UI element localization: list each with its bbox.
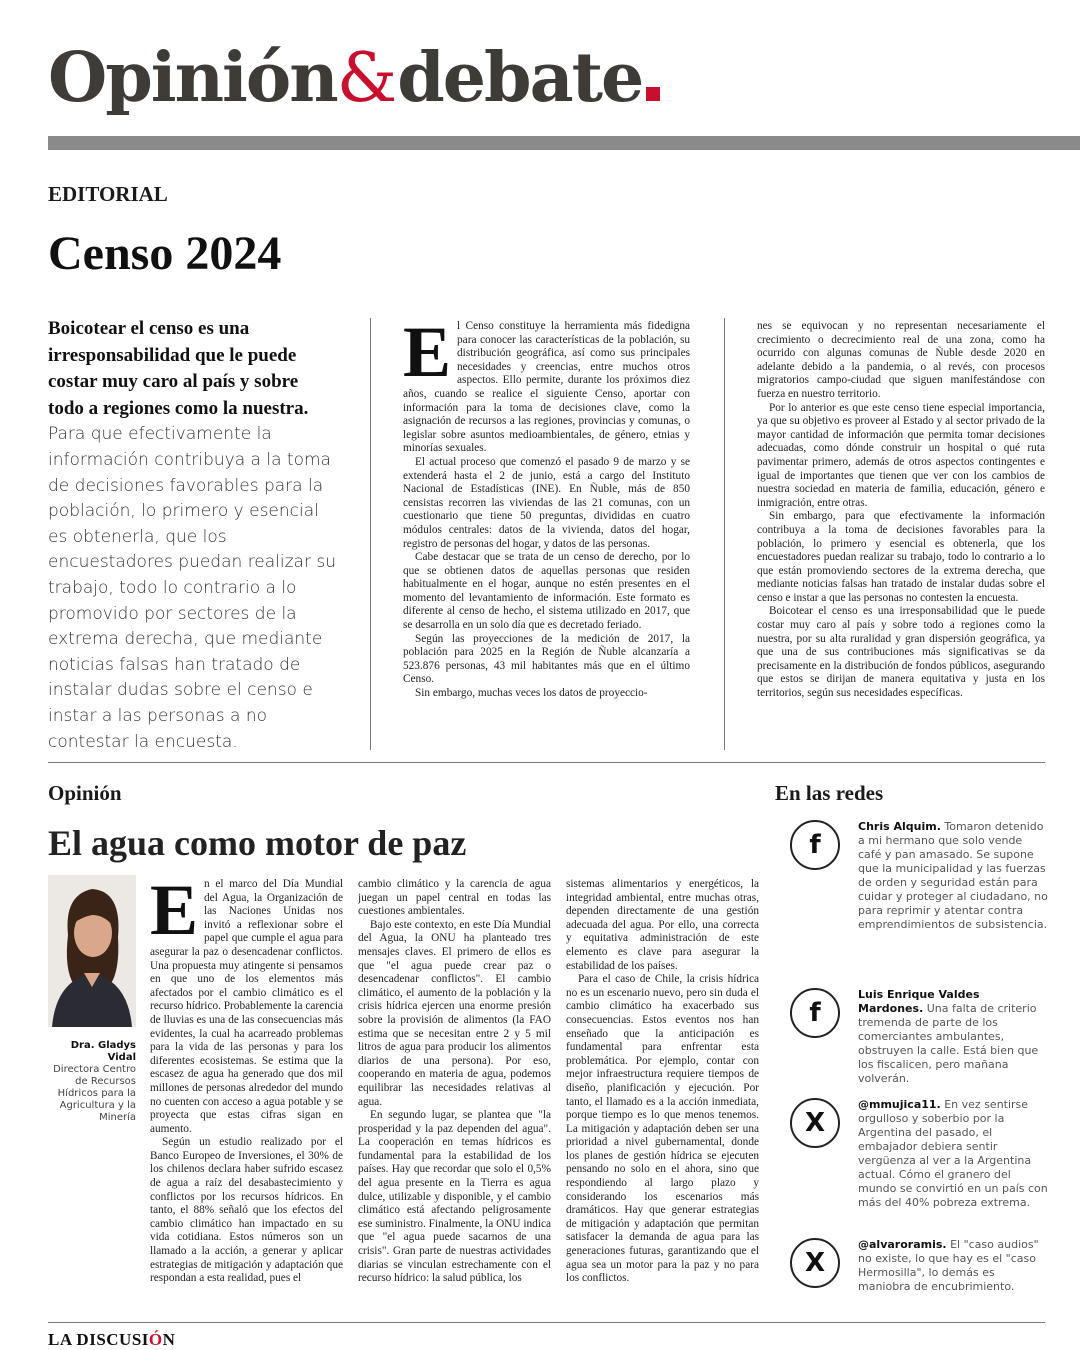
opinion-section-label: Opinión bbox=[48, 781, 122, 805]
author-name: Dra. Gladys Vidal bbox=[70, 1040, 136, 1063]
editorial-section-label: EDITORIAL bbox=[48, 182, 168, 206]
social-post-text bbox=[858, 1098, 1048, 1210]
facebook-icon: f bbox=[790, 820, 840, 870]
masthead-opinion: Opinión bbox=[48, 38, 337, 118]
editorial-paragraph: Boicotear el censo es una irresponsabilidad que le puede costar muy caro al país y sobre todo a regiones como la nuestra, por su alta ruralidad y gran dispersión geográfica, ya que una de sus contribuciones más significativas se da precisamente en la distribución de fondos públicos, asegurando que estos se dirijan de manera equitativa y justa en los territorios, según sus necesidades específicas. bbox=[757, 605, 1045, 700]
editorial-paragraph: nes se equivocan y no representan necesariamente el crecimiento o decrecimiento real de una zona, como ha ocurrido con algunas comunas de Ñuble desde 2020 en adelante debido a la pandemia, o al revés, con procesos migratorios campo-ciudad que siguen manifestándose con fuerza en nuestro territorio. bbox=[757, 320, 1045, 400]
opinion-title: El agua como motor de paz bbox=[48, 823, 467, 863]
opinion-column-1 bbox=[150, 878, 343, 1314]
footer-logo bbox=[48, 1330, 175, 1350]
opinion-paragraph: Según un estudio realizado por el Banco Europeo de Inversiones, el 30% de los chilenos declara haber sufrido escasez de agua a raíz del desabastecimiento y conflictos por los recursos hídricos. En tanto, el 88% señaló que los efectos del cambio climático han impactado en su vida cotidiana. Estos números son un llamado a la acción, a generar y aplicar estrategias de mitigación y adaptación que respondan a esta realidad, pues el bbox=[150, 1136, 343, 1285]
editorial-dropcap: E bbox=[403, 320, 452, 392]
opinion-paragraph: Para el caso de Chile, la crisis hídrica no es un escenario nuevo, pero sin duda el cambio climático ha exacerbado sus consecuencias. Estos eventos nos han enseñado que la anticipación es fundamental para enfrentar esta problemática. Por ejemplo, contar con mejor infraestructura requiere tiempos de diseño, planificación y ejecución. Por tanto, el llamado es a la acción inmediata, porque tiempo es lo que menos tenemos. La mitigación y adaptación deben ser una prioridad a nivel gubernamental, donde los planes de gestión hídrica se ejecuten pensando no solo en el ahora, sino que respondiendo al largo plazo y considerando los escenarios más dramáticos. Hay que generar estrategias de mitigación y adaptación que permitan satisfacer la demanda de agua para las generaciones futuras, garantizando que el agua sea un motor para la paz y no para los conflictos. bbox=[566, 973, 759, 1285]
author-caption bbox=[48, 1040, 136, 1124]
x-icon: X bbox=[790, 1238, 840, 1288]
social-post-text bbox=[858, 820, 1048, 932]
opinion-paragraph: sistemas alimentarios y energéticos, la integridad ambiental, entre muchas otras, dependen directamente de una gestión adecuada del agua. Por ello, una correcta y equitativa administración de este elemento es clave para asegurar la estabilidad de los países. bbox=[566, 878, 759, 972]
editorial-column-2 bbox=[757, 320, 1045, 752]
editorial-paragraph: Según las proyecciones de la medición de 2017, la población para 2025 en la Región de Ñuble alcanzaría a 523.876 personas, 43 mil habitantes más que en el último Censo. bbox=[403, 632, 690, 686]
footer-logo-part: N bbox=[162, 1330, 176, 1349]
masthead-ampersand: & bbox=[336, 39, 398, 118]
redes-section-label: En las redes bbox=[775, 781, 884, 805]
social-post-body: En vez sentirse orgulloso y soberbio por la Argentina del pasado, el embajador debiera sentir vergüenza al ver a la Argentina actual. Cómo el granero del mundo se convirtió en un país con más del 40% pobreza extrema. bbox=[858, 1098, 1048, 1209]
editorial-paragraph: Sin embargo, muchas veces los datos de proyeccio- bbox=[415, 687, 648, 700]
opinion-paragraph: n el marco del Día Mundial del Agua, la Organización de las Naciones Unidas nos invitó a reflexionar sobre el papel que cumple el agua para asegurar la paz o desencadenar conflictos. Una propuesta muy atingente si pensamos en que uno de los elementos más afectados por el cambio climático es el recurso hídrico. Probablemente la carencia de lluvias es una de las consecuencias más evidentes, la cual ha acarreado problemas para la vida de las personas y para los diferentes ecosistemas. Se estima que la escasez de agua ha generado que dos mil millones de personas alrededor del mundo no cuenten con acceso a agua potable y se proyecta que estas cifras sigan en aumento. bbox=[150, 878, 343, 1135]
editorial-paragraph: Sin embargo, para que efectivamente la información contribuya a la toma de decisiones favorables para la población, lo primero y esencial es obtenerla, que los encuestadores puedan realizar su trabajo, todo lo contrario a lo que están promoviendo sectores de la extrema derecha, que mediante noticias falsas han tratado de instalar dudas sobre el censo e instar a que las personas no contesten la encuesta. bbox=[757, 510, 1045, 604]
section-divider bbox=[48, 762, 1045, 763]
footer-logo-part: LA DISCUSI bbox=[48, 1330, 149, 1349]
social-post-body: El "caso audios" no existe, lo que hay es el "caso Hermosilla", lo demás es maniobra de encubrimiento. bbox=[858, 1238, 1039, 1293]
editorial-lead-bold: Boicotear el censo es una irresponsabilidad que le puede costar muy caro al país y sobre todo a regiones como la nuestra. bbox=[48, 318, 309, 419]
social-post-user: Chris Alquim. bbox=[858, 820, 941, 833]
author-role: Directora Centro de Recursos Hídricos para la Agricultura y la Minería bbox=[53, 1064, 136, 1123]
social-post-user: @alvaroramis. bbox=[858, 1238, 947, 1251]
social-post-text bbox=[858, 988, 1048, 1086]
editorial-paragraph: Por lo anterior es que este censo tiene especial importancia, ya que su objetivo es proveer al Estado y al sector privado de la mayor cantidad de información que permita tomar decisiones adecuadas, como dónde construir un hospital o qué ruta pavimentar primero, además de otros aspectos contingentes e igual de importantes que tienen que ver con los cambios de nuestra sociedad en materia de familia, educación, género e inmigración, entre otras. bbox=[757, 401, 1045, 509]
opinion-paragraph: Bajo este contexto, en este Día Mundial del Agua, la ONU ha planteado tres mensajes claves. El primero de ellos es que "el agua puede crear paz o desencadenar conflictos". El cambio climático, el aumento de la población y la crisis hídrica ejercen una enorme presión sobre la provisión de alimentos (la FAO estima que se necesitan entre 2 y 5 mil litros de agua para producir los alimentos diarios de una persona). Por eso, cooperando en materia de agua, podemos equilibrar las necesidades relativas al agua. bbox=[358, 918, 551, 1108]
opinion-paragraph: En segundo lugar, se plantea que "la prosperidad y la paz dependen del agua". La cooperación en temas hídricos es fundamental para la estabilidad de los países. Hay que recordar que solo el 0,5% del agua presente en la Tierra es agua dulce, utilizable y disponible, y el cambio climático está afectando peligrosamente ese suministro. Finalmente, la ONU indica que "el agua puede sacarnos de una crisis". Gran parte de nuestras actividades diarias se vinculan estrechamente con el recurso hídrico: la salud pública, los bbox=[358, 1109, 551, 1285]
x-icon: X bbox=[790, 1098, 840, 1148]
editorial-paragraph: El actual proceso que comenzó el pasado 9 de marzo y se extenderá hasta el 2 de junio, está a cargo del Instituto Nacional de Estadísticas (INE). En Ñuble, más de 850 censistas recorren las viviendas de las 21 comunas, con un cuestionario que tiene 50 preguntas, divididas en cuatro módulos centrales: datos de la vivienda, datos del hogar, registro de personas del hogar, y datos de las personas. bbox=[403, 455, 690, 550]
footer-divider bbox=[48, 1322, 1045, 1323]
masthead-divider-bar bbox=[48, 136, 1080, 150]
social-post-user: Luis Enrique Valdes Mardones. bbox=[858, 988, 980, 1015]
author-photo bbox=[48, 875, 136, 1027]
social-post-body: Una falta de criterio tremenda de parte de los comerciantes ambulantes, obstruyen la calle. Está bien que los fiscalicen, pero mañana volverán. bbox=[858, 1002, 1039, 1085]
facebook-icon: f bbox=[790, 988, 840, 1038]
social-post-user: @mmujica11. bbox=[858, 1098, 941, 1111]
editorial-column-1 bbox=[403, 320, 690, 752]
opinion-column-2 bbox=[358, 878, 551, 1314]
social-post-text bbox=[858, 1238, 1048, 1294]
editorial-title: Censo 2024 bbox=[48, 227, 282, 280]
opinion-column-3 bbox=[566, 878, 759, 1314]
editorial-lead-text: Para que efectivamente la información contribuya a la toma de decisiones favorables para la población, lo primero y esencial es obtenerla, que los encuestadores puedan realizar su trabajo, todo lo contrario a lo promovido por sectores de la extrema derecha, que mediante noticias falsas han tratado de instalar dudas sobre el censo e instar a las personas a no contestar la encuesta. bbox=[48, 424, 336, 752]
social-post-body: Tomaron detenido a mi hermano que solo vende café y pan amasado. Se supone que la municipalidad y las fuerzas de orden y seguridad están para cuidar y proteger al ciudadano, no para reprimir y atentar contra emprendimientos de subsistencia. bbox=[858, 820, 1048, 931]
editorial-paragraph: Cabe destacar que se trata de un censo de derecho, por lo que se obtienen datos de aquellas personas que residen habitualmente en el hogar, aunque no estén presentes en el momento del levantamiento de información. Este formato es diferente al censo de hecho, el sistema utilizado en 2017, que se desarrolla en un solo día que es decretado feriado. bbox=[403, 551, 690, 632]
masthead-debate: debate bbox=[397, 38, 643, 118]
column-rule bbox=[370, 318, 371, 750]
opinion-paragraph: cambio climático y la carencia de agua juegan un papel central en todas las cuestiones ambientales. bbox=[358, 878, 551, 918]
opinion-dropcap: E bbox=[150, 878, 199, 950]
masthead-red-dot bbox=[646, 87, 660, 101]
editorial-paragraph: l Censo constituye la herramienta más fidedigna para conocer las características de la población, su distribución geográfica, así como sus principales necesidades y creencias, entre muchos otros aspectos. Ello permite, durante los próximos diez años, cuando se realice el siguiente Censo, aportar con información para la toma de decisiones clave, como la asignación de recursos a las regiones, provincias y comunas, o legislar sobre asuntos medioambientales, de género, etnias y minorías sexuales. bbox=[403, 320, 690, 455]
masthead bbox=[48, 38, 660, 128]
editorial-lead bbox=[48, 316, 338, 755]
column-rule bbox=[724, 318, 725, 750]
footer-logo-accent: Ó bbox=[148, 1330, 163, 1349]
